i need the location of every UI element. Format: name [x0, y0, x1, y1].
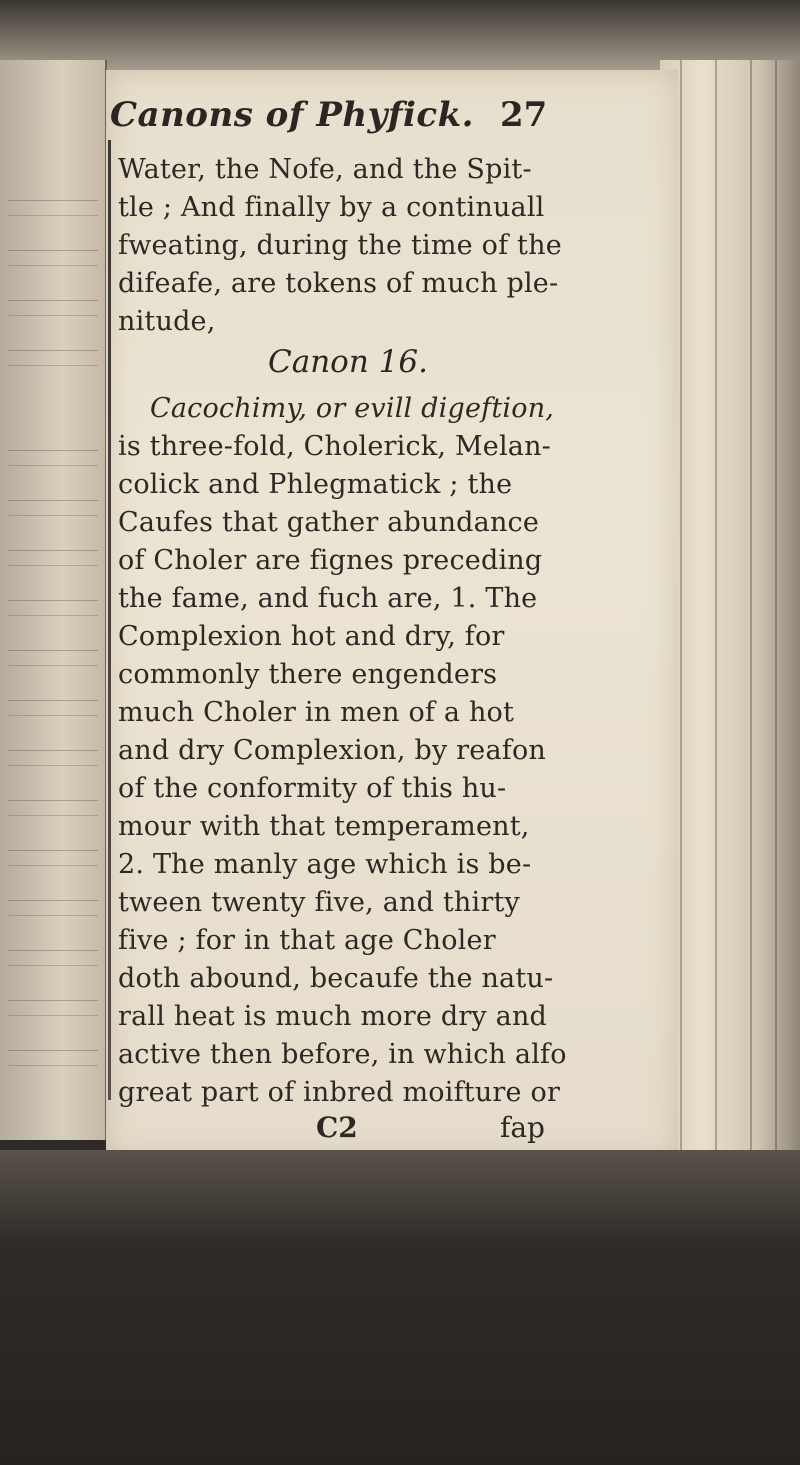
facing-page-margin [0, 60, 107, 1140]
text-line: doth abound, becaufe the natu- [118, 963, 554, 995]
facing-page-line [8, 1050, 98, 1066]
text-line: mour with that temperament, [118, 811, 530, 843]
text-line: colick and Phlegmatick ; the [118, 469, 513, 501]
text-line: Water, the Nofe, and the Spit- [118, 154, 532, 185]
facing-page-line [8, 350, 98, 366]
gutter-shadow [108, 140, 111, 1100]
text-line: of the conformity of this hu- [118, 773, 507, 805]
facing-page-line [8, 800, 98, 816]
canon-heading: Canon 16. [268, 344, 428, 380]
facing-page-line [8, 1000, 98, 1016]
text-line: of Choler are fignes preceding [118, 545, 543, 577]
page-edge-stripe [775, 60, 777, 1170]
catchword: fap [500, 1111, 545, 1145]
text-line: Caufes that gather abundance [118, 507, 540, 539]
facing-page-line [8, 550, 98, 566]
facing-page-line [8, 750, 98, 766]
text-line: nitude, [118, 306, 216, 337]
facing-page-line [8, 450, 98, 466]
text-line: Complexion hot and dry, for [118, 621, 505, 653]
facing-page-line [8, 950, 98, 966]
page-number: 27 [500, 95, 548, 135]
facing-page-line [8, 200, 98, 216]
text-line: the fame, and fuch are, 1. The [118, 583, 538, 615]
facing-page-line [8, 850, 98, 866]
text-line: much Choler in men of a hot [118, 697, 515, 729]
facing-page-line [8, 650, 98, 666]
page-edge-stripe [680, 60, 682, 1170]
facing-page-line [8, 250, 98, 266]
page-edge-stripe [715, 60, 717, 1170]
text-line: rall heat is much more dry and [118, 1001, 548, 1033]
scan-background-bottom [0, 1150, 800, 1465]
page-edge-stripe [750, 60, 752, 1170]
text-line: five ; for in that age Choler [118, 925, 496, 957]
text-line: tle ; And finally by a continuall [118, 192, 545, 223]
text-line: commonly there engenders [118, 659, 498, 691]
facing-page-line [8, 300, 98, 316]
facing-page-line [8, 900, 98, 916]
book-page-edges [660, 60, 800, 1170]
text-line: and dry Complexion, by reafon [118, 735, 547, 767]
facing-page-line [8, 500, 98, 516]
facing-page-line [8, 700, 98, 716]
text-line: is three-fold, Cholerick, Melan- [118, 431, 552, 463]
facing-page-line [8, 600, 98, 616]
running-head: Canons of Phyfick. [110, 95, 475, 135]
text-line: difeafe, are tokens of much ple- [118, 268, 559, 299]
text-line: active then before, in which alfo [118, 1039, 567, 1071]
text-line: great part of inbred moifture or [118, 1077, 561, 1109]
signature-mark: C2 [316, 1111, 358, 1145]
text-line: 2. The manly age which is be- [118, 849, 532, 881]
text-line: fweating, during the time of the [118, 230, 562, 261]
text-line: tween twenty five, and thirty [118, 887, 520, 919]
text-line: Cacochimy, or evill digeftion, [150, 393, 555, 425]
